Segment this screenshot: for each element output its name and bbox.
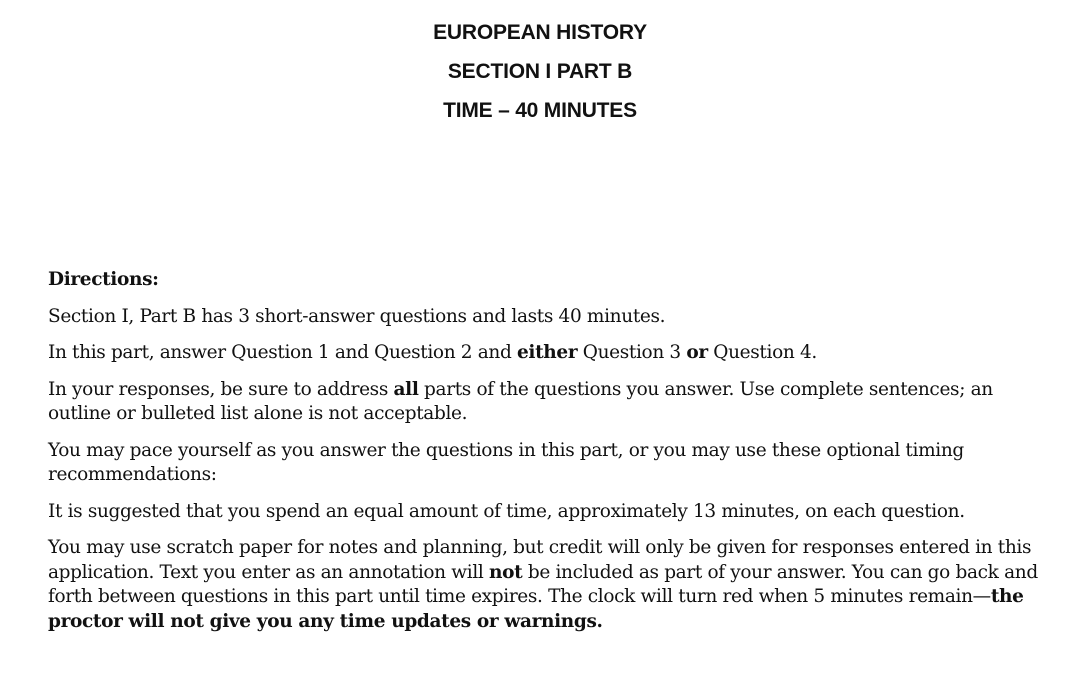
directions-text: In this part, answer Question 1 and Question 2 and — [48, 342, 518, 363]
directions-paragraph-responses — [48, 378, 1053, 427]
directions-text: parts of the questions you answer. Use complete sentences; an outline or bulleted list alone is not acceptable. — [48, 378, 993, 424]
exam-header — [0, 16, 1080, 133]
directions-block — [48, 268, 1053, 646]
directions-paragraph-questions — [48, 341, 1053, 366]
directions-paragraph-scratch-paper — [48, 536, 1053, 634]
directions-emphasis-all: all — [393, 378, 419, 400]
directions-emphasis-or: or — [686, 342, 708, 363]
exam-section-title: SECTION I PART B — [447, 60, 633, 83]
exam-time-limit: TIME – 40 MINUTES — [443, 99, 637, 122]
directions-text: In your responses, be sure to address — [48, 378, 394, 400]
directions-text: Question 3 — [577, 342, 687, 363]
directions-label: Directions: — [48, 269, 159, 290]
directions-paragraph-overview: Section I, Part B has 3 short-answer questions and lasts 40 minutes. — [48, 305, 666, 327]
directions-text: You may use scratch paper for notes and planning, but credit will only be given for responses entered in this application. Text you enter as an annotation will — [48, 537, 1032, 583]
directions-text: Question 4. — [707, 342, 817, 363]
directions-emphasis-proctor-warning: the proctor will not give you any time updates or warnings. — [48, 586, 1024, 632]
directions-emphasis-either: either — [517, 342, 578, 363]
directions-emphasis-not: not — [489, 561, 523, 583]
directions-paragraph-pacing: You may pace yourself as you answer the questions in this part, or you may use these optional timing recommendations: — [48, 439, 964, 485]
directions-paragraph-timing: It is suggested that you spend an equal amount of time, approximately 13 minutes, on each question. — [48, 500, 965, 522]
exam-subject-title: EUROPEAN HISTORY — [433, 21, 647, 44]
directions-text: be included as part of your answer. You can go back and forth between questions in this part until time expires. The clock will turn red when 5 minutes remain— — [48, 561, 1038, 607]
